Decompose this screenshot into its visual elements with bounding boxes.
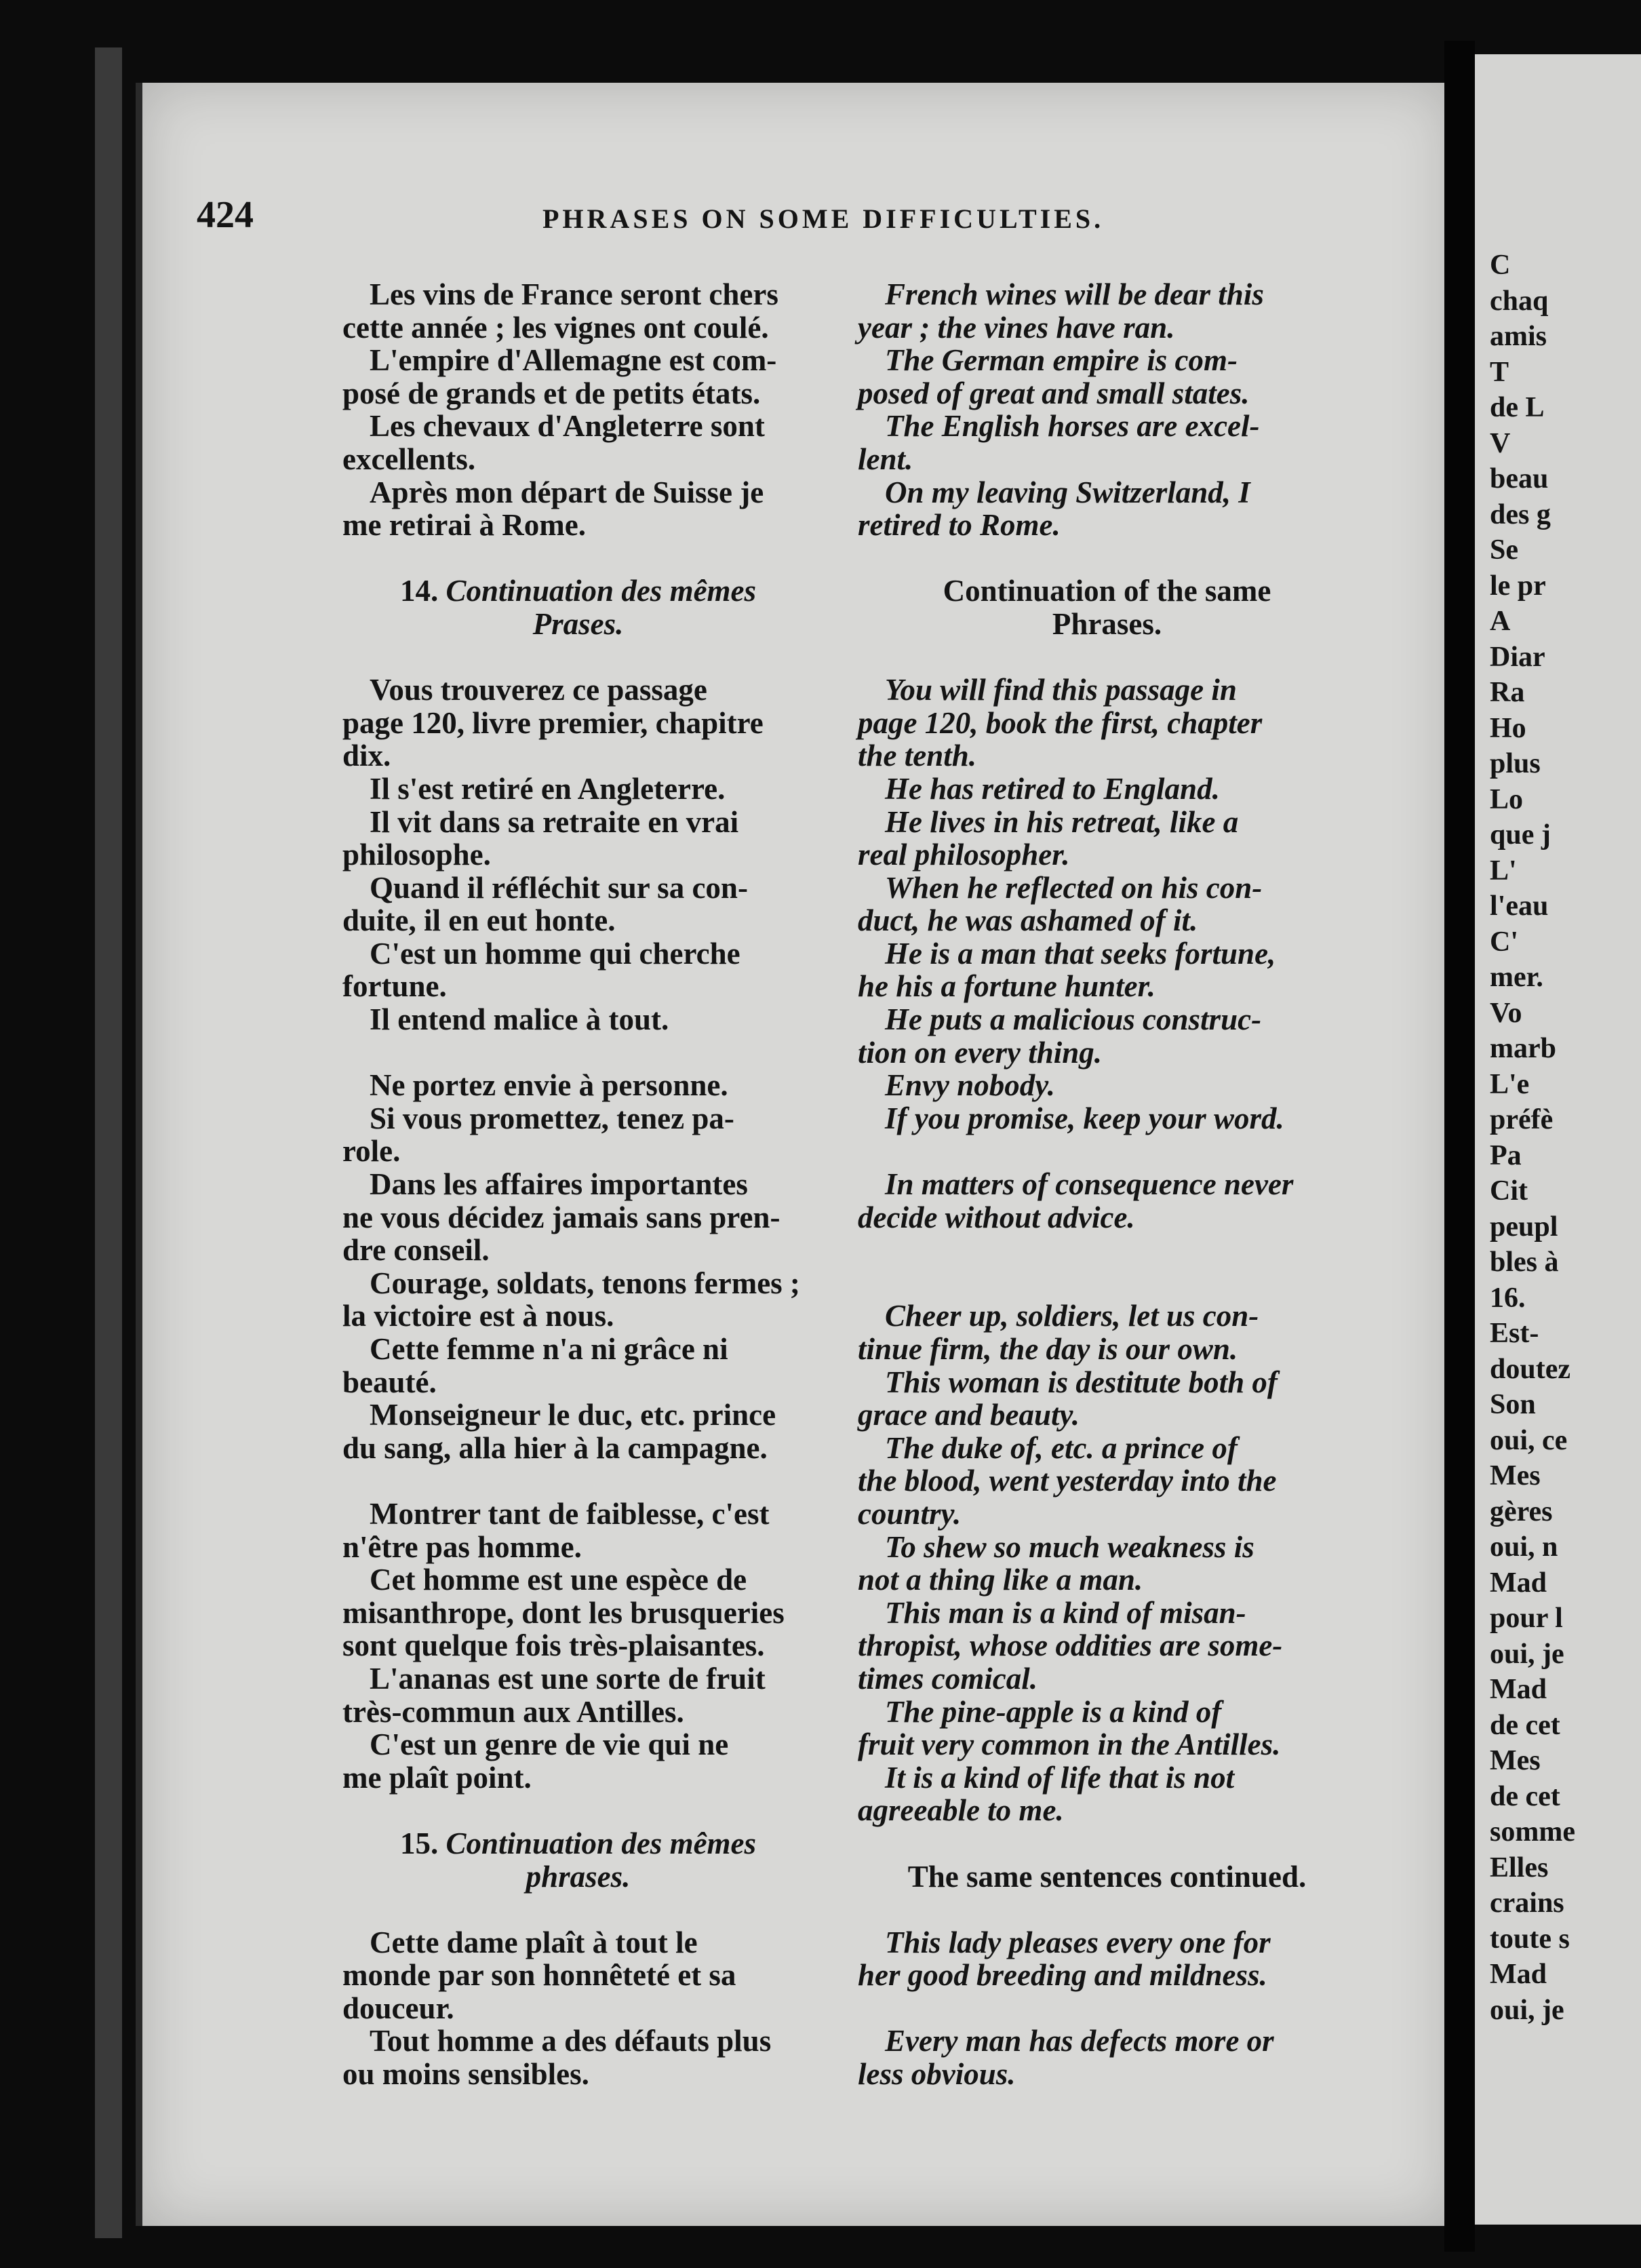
phrase-line: L'empire d'Allemagne est com- — [370, 343, 777, 378]
phrase-line: beauté. — [342, 1365, 437, 1399]
next-page-fragment — [1475, 54, 1641, 2225]
phrase-line: decide without advice. — [858, 1200, 1135, 1234]
phrase-line: posé de grands et de petits états. — [342, 376, 761, 410]
phrase-paragraph — [858, 806, 1356, 872]
heading-line: Prases. — [532, 606, 624, 641]
fragment-line: L' — [1490, 855, 1517, 886]
spacer — [858, 641, 1356, 674]
phrase-line: On my leaving Switzerland, I — [885, 475, 1250, 509]
fragment-line: Son — [1490, 1389, 1536, 1420]
fragment-line: peupl — [1490, 1211, 1558, 1243]
fragment-line: toute s — [1490, 1923, 1570, 1955]
phrase-line: Envy nobody. — [885, 1068, 1055, 1103]
phrase-paragraph — [342, 278, 814, 344]
phrase-line: country. — [858, 1496, 962, 1531]
fragment-line: Pa — [1490, 1139, 1522, 1171]
phrase-paragraph — [342, 1333, 814, 1399]
phrase-line: French wines will be dear this — [885, 277, 1264, 311]
phrase-line: Vous trouverez ce passage — [370, 673, 707, 707]
phrase-paragraph — [342, 872, 814, 937]
phrase-line: The duke of, etc. a prince of — [885, 1430, 1238, 1465]
fragment-line: V — [1490, 427, 1511, 459]
phrase-line: sont quelque fois très-plaisantes. — [342, 1628, 765, 1663]
phrase-paragraph — [342, 937, 814, 1003]
phrase-paragraph — [858, 1531, 1356, 1597]
fragment-line: Se — [1490, 534, 1518, 566]
fragment-line: de L — [1490, 392, 1545, 423]
phrase-line: Ne portez envie à personne. — [370, 1068, 728, 1103]
phrase-paragraph — [858, 344, 1356, 410]
section-number: 15. — [399, 1826, 446, 1860]
book-edge — [95, 47, 122, 2238]
phrase-paragraph — [858, 1926, 1356, 1992]
fragment-line: Cit — [1490, 1175, 1528, 1207]
phrase-paragraph — [342, 806, 814, 872]
fragment-line: doutez — [1490, 1353, 1570, 1385]
section-heading — [342, 574, 814, 640]
spacer — [858, 1135, 1356, 1168]
phrase-paragraph — [342, 1662, 814, 1728]
phrase-line: less obvious. — [858, 2057, 1016, 2092]
phrase-line: Monseigneur le duc, etc. prince — [370, 1398, 776, 1432]
phrase-line: He is a man that seeks fortune, — [885, 936, 1276, 971]
spacer — [342, 1794, 814, 1827]
phrase-line: la victoire est à nous. — [342, 1299, 614, 1333]
phrase-line: Courage, soldats, tenons fermes ; — [370, 1266, 800, 1300]
spacer — [342, 641, 814, 674]
fragment-line: mer. — [1490, 962, 1543, 993]
phrase-line: fortune. — [342, 969, 447, 1004]
phrase-line: posed of great and small states. — [858, 376, 1250, 410]
phrase-line: Montrer tant de faiblesse, c'est — [370, 1496, 770, 1531]
page-number: 424 — [197, 194, 254, 236]
phrase-paragraph — [858, 937, 1356, 1003]
phrase-line: fruit very common in the Antilles. — [858, 1727, 1281, 1762]
phrase-paragraph — [342, 1728, 814, 1794]
phrase-line: Cette femme n'a ni grâce ni — [370, 1332, 728, 1366]
fragment-line: C' — [1490, 926, 1518, 958]
fragment-line: plus — [1490, 748, 1541, 779]
fragment-line: chaq — [1490, 285, 1549, 317]
phrase-paragraph — [858, 278, 1356, 344]
phrase-line: retired to Rome. — [858, 508, 1061, 543]
phrase-line: tinue firm, the day is our own. — [858, 1332, 1238, 1366]
phrase-paragraph — [342, 1267, 814, 1333]
spacer — [858, 542, 1356, 575]
phrase-line: page 120, book the first, chapter — [858, 705, 1263, 740]
fragment-line: des g — [1490, 498, 1551, 530]
phrase-line: her good breeding and mildness. — [858, 1958, 1267, 1993]
phrase-line: This lady pleases every one for — [885, 1925, 1271, 1959]
spacer — [342, 1893, 814, 1926]
phrase-line: He puts a malicious construc- — [885, 1002, 1262, 1037]
fragment-line: oui, n — [1490, 1531, 1558, 1563]
phrase-paragraph — [858, 1003, 1356, 1069]
phrase-line: not a thing like a man. — [858, 1563, 1143, 1597]
phrase-line: The German empire is com- — [885, 343, 1238, 378]
heading-line: Continuation of the same — [943, 574, 1271, 608]
english-column — [858, 278, 1356, 2091]
phrase-line: duct, he was ashamed of it. — [858, 903, 1198, 938]
spacer — [858, 1893, 1356, 1926]
phrase-line: He has retired to England. — [885, 771, 1220, 806]
phrase-line: Les vins de France seront chers — [370, 277, 778, 311]
spacer — [342, 1036, 814, 1070]
phrase-line: he his a fortune hunter. — [858, 969, 1155, 1004]
phrase-paragraph — [342, 476, 814, 542]
phrase-line: Il vit dans sa retraite en vrai — [370, 804, 739, 839]
phrase-paragraph — [858, 1597, 1356, 1696]
phrase-paragraph — [858, 410, 1356, 475]
phrase-line: Il s'est retiré en Angleterre. — [370, 771, 726, 806]
phrase-line: Cette dame plaît à tout le — [370, 1925, 698, 1959]
phrase-line: thropist, whose oddities are some- — [858, 1628, 1283, 1663]
fragment-line: oui, je — [1490, 1994, 1564, 2026]
fragment-line: 16. — [1490, 1282, 1526, 1314]
fragment-line: Est- — [1490, 1318, 1539, 1349]
fragment-line: marb — [1490, 1033, 1556, 1064]
fragment-line: Mes — [1490, 1460, 1541, 1491]
phrase-line: dre conseil. — [342, 1233, 490, 1268]
spacer — [858, 1992, 1356, 2025]
heading-line: Continuation des mêmes — [446, 1826, 757, 1860]
fragment-line: amis — [1490, 321, 1547, 352]
fragment-line: Mad — [1490, 1674, 1547, 1705]
phrase-line: me plaît point. — [342, 1760, 532, 1795]
phrase-line: grace and beauty. — [858, 1398, 1080, 1432]
phrase-line: Cheer up, soldiers, let us con- — [885, 1299, 1259, 1333]
gutter-shadow — [1444, 41, 1475, 2252]
phrase-line: me retirai à Rome. — [342, 508, 587, 543]
phrase-line: tion on every thing. — [858, 1035, 1103, 1070]
phrase-paragraph — [858, 1366, 1356, 1432]
fragment-line: l'eau — [1490, 891, 1549, 922]
phrase-paragraph — [858, 773, 1356, 806]
phrase-line: To shew so much weakness is — [885, 1529, 1254, 1564]
phrase-line: ou moins sensibles. — [342, 2057, 589, 2092]
phrase-line: Every man has defects more or — [885, 2024, 1274, 2058]
fragment-line: le pr — [1490, 570, 1546, 602]
phrase-paragraph — [342, 344, 814, 410]
phrase-line: If you promise, keep your word. — [885, 1101, 1284, 1135]
phrase-line: cette année ; les vignes ont coulé. — [342, 310, 769, 345]
phrase-line: duite, il en eut honte. — [342, 903, 616, 938]
phrase-paragraph — [858, 2025, 1356, 2090]
heading-line: phrases. — [526, 1859, 631, 1894]
phrase-line: page 120, livre premier, chapitre — [342, 705, 764, 740]
phrase-line: très-commun aux Antilles. — [342, 1694, 684, 1729]
section-heading — [858, 1860, 1356, 1894]
spacer — [858, 1234, 1356, 1299]
phrase-paragraph — [342, 1498, 814, 1563]
fragment-line: oui, ce — [1490, 1424, 1568, 1456]
phrase-line: Il entend malice à tout. — [370, 1002, 669, 1037]
phrase-paragraph — [342, 673, 814, 773]
phrase-paragraph — [858, 1696, 1356, 1761]
phrase-line: Les chevaux d'Angleterre sont — [370, 409, 765, 444]
phrase-paragraph — [858, 1299, 1356, 1365]
fragment-line: gères — [1490, 1495, 1553, 1527]
running-title: PHRASES ON SOME DIFFICULTIES. — [542, 203, 1105, 234]
phrase-paragraph — [858, 1069, 1356, 1102]
phrase-paragraph — [342, 1399, 814, 1464]
phrase-line: misanthrope, dont les brusqueries — [342, 1595, 785, 1630]
phrase-line: L'ananas est une sorte de fruit — [370, 1661, 766, 1696]
heading-line: Continuation des mêmes — [446, 574, 757, 608]
phrase-line: When he reflected on his con- — [885, 870, 1263, 905]
section-heading — [342, 1827, 814, 1893]
phrase-line: dix. — [342, 739, 391, 773]
phrase-line: Cet homme est une espèce de — [370, 1563, 747, 1597]
fragment-line: T — [1490, 356, 1509, 388]
spacer — [342, 1464, 814, 1498]
phrase-line: monde par son honnêteté et sa — [342, 1958, 736, 1993]
phrase-line: n'être pas homme. — [342, 1529, 582, 1564]
phrase-line: douceur. — [342, 1991, 454, 2025]
phrase-line: Si vous promettez, tenez pa- — [370, 1101, 734, 1135]
phrase-paragraph — [858, 673, 1356, 773]
phrase-paragraph — [342, 1168, 814, 1267]
fragment-line: Lo — [1490, 783, 1524, 815]
phrase-paragraph — [858, 1761, 1356, 1827]
phrase-line: the blood, went yesterday into the — [858, 1464, 1277, 1498]
phrase-line: lent. — [858, 442, 913, 476]
phrase-paragraph — [342, 1563, 814, 1662]
spacer — [858, 1827, 1356, 1860]
phrase-line: C'est un homme qui cherche — [370, 936, 740, 971]
fragment-line: que j — [1490, 819, 1551, 850]
fragment-line: crains — [1490, 1888, 1564, 1919]
fragment-line: de cet — [1490, 1780, 1560, 1812]
section-heading — [858, 574, 1356, 640]
phrase-paragraph — [858, 476, 1356, 542]
phrase-line: role. — [342, 1134, 401, 1169]
phrase-line: year ; the vines have ran. — [858, 310, 1175, 345]
fragment-line: Elles — [1490, 1852, 1549, 1883]
phrase-line: agreeable to me. — [858, 1793, 1064, 1828]
fragment-line: pour l — [1490, 1603, 1563, 1634]
phrase-line: philosophe. — [342, 838, 491, 872]
fragment-line: oui, je — [1490, 1638, 1564, 1670]
fragment-line: Diar — [1490, 641, 1545, 673]
phrase-paragraph — [858, 1102, 1356, 1135]
phrase-paragraph — [858, 1168, 1356, 1234]
phrase-paragraph — [342, 410, 814, 475]
phrase-line: The pine-apple is a kind of — [885, 1694, 1222, 1729]
phrase-paragraph — [342, 1003, 814, 1036]
phrase-line: The English horses are excel- — [885, 409, 1260, 444]
phrase-line: Dans les affaires importantes — [370, 1167, 748, 1202]
fragment-line: somme — [1490, 1816, 1575, 1847]
fragment-line: Ho — [1490, 712, 1526, 744]
phrase-paragraph — [342, 2025, 814, 2090]
phrase-line: This woman is destitute both of — [885, 1365, 1278, 1399]
phrase-line: ne vous décidez jamais sans pren- — [342, 1200, 780, 1234]
fragment-line: Vo — [1490, 997, 1522, 1029]
fragment-line: beau — [1490, 463, 1549, 494]
phrase-line: the tenth. — [858, 739, 977, 773]
french-column — [342, 278, 814, 2091]
phrase-paragraph — [342, 1926, 814, 2025]
fragment-line: Mad — [1490, 1959, 1547, 1990]
phrase-line: du sang, alla hier à la campagne. — [342, 1430, 768, 1465]
fragment-line: Mes — [1490, 1745, 1541, 1776]
phrase-line: Après mon départ de Suisse je — [370, 475, 764, 509]
fragment-line: A — [1490, 606, 1511, 637]
phrase-line: It is a kind of life that is not — [885, 1760, 1235, 1795]
heading-line: Phrases. — [1052, 606, 1162, 641]
phrase-line: C'est un genre de vie qui ne — [370, 1727, 729, 1762]
phrase-line: He lives in his retreat, like a — [885, 804, 1239, 839]
phrase-line: In matters of consequence never — [885, 1167, 1294, 1202]
spacer — [342, 542, 814, 575]
heading-line: The same sentences continued. — [907, 1859, 1307, 1894]
phrase-paragraph — [342, 1069, 814, 1102]
phrase-line: real philosopher. — [858, 838, 1070, 872]
fragment-line: bles à — [1490, 1247, 1559, 1278]
section-number: 14. — [399, 574, 446, 608]
fragment-line: préfè — [1490, 1104, 1554, 1135]
phrase-line: Tout homme a des défauts plus — [370, 2024, 772, 2058]
fragment-line: C — [1490, 250, 1511, 281]
phrase-line: excellents. — [342, 442, 476, 476]
fragment-line: de cet — [1490, 1709, 1560, 1741]
phrase-line: This man is a kind of misan- — [885, 1595, 1246, 1630]
page-header — [197, 193, 1417, 241]
fragment-line: Mad — [1490, 1567, 1547, 1599]
phrase-line: times comical. — [858, 1661, 1037, 1696]
phrase-line: You will find this passage in — [885, 673, 1237, 707]
phrase-paragraph — [342, 773, 814, 806]
phrase-line: Quand il réfléchit sur sa con- — [370, 870, 748, 905]
fragment-line: Ra — [1490, 677, 1525, 708]
fragment-line: L'e — [1490, 1068, 1530, 1100]
phrase-paragraph — [858, 1432, 1356, 1531]
phrase-paragraph — [342, 1102, 814, 1168]
phrase-paragraph — [858, 872, 1356, 937]
